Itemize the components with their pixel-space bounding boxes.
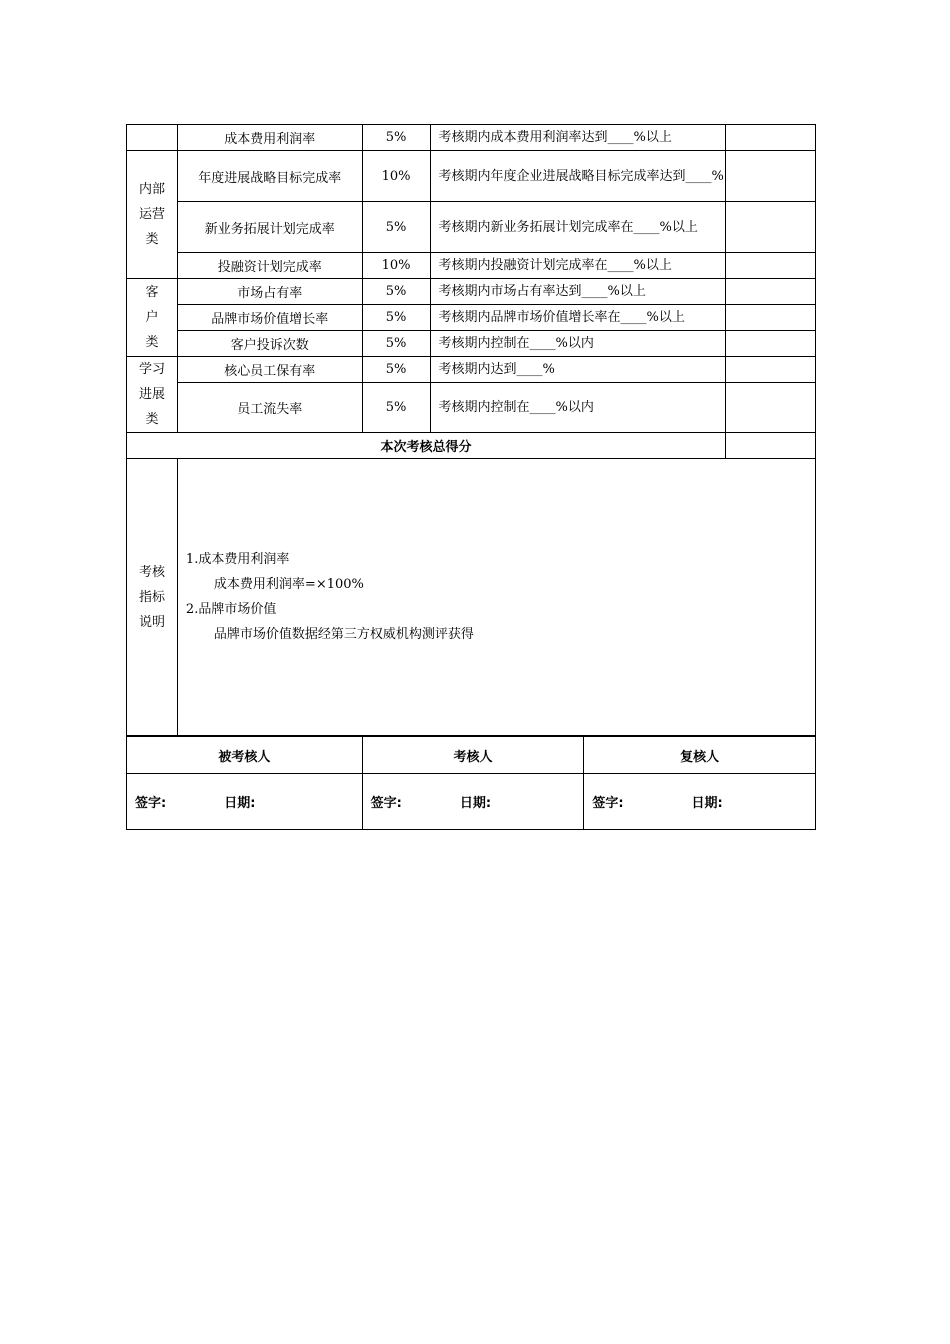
table-row	[127, 357, 816, 383]
note-line: 品牌市场价值数据经第三方权威机构测评获得	[213, 627, 474, 642]
metric-weight: 5%	[362, 125, 430, 151]
metric-weight: 5%	[362, 202, 430, 253]
table-row	[127, 331, 816, 357]
total-row	[127, 433, 816, 459]
metric-target: 考核期内年度企业进展战略目标完成率达到____%	[430, 151, 726, 202]
total-score-cell[interactable]	[726, 433, 816, 459]
metric-weight: 5%	[362, 357, 430, 383]
score-cell[interactable]	[726, 253, 816, 279]
sign-label: 签字:	[135, 796, 167, 811]
assessor-sign-cell[interactable]	[362, 774, 584, 830]
assessee-sign-cell[interactable]	[127, 774, 363, 830]
metric-target: 考核期内成本费用利润率达到____%以上	[430, 125, 726, 151]
metric-weight: 5%	[362, 279, 430, 305]
score-cell[interactable]	[726, 151, 816, 202]
table-row	[127, 253, 816, 279]
assessee-header: 被考核人	[127, 737, 363, 774]
category-customer: 客 户 类	[127, 279, 178, 357]
category-internal-operations: 内部 运营 类	[127, 151, 178, 279]
metric-name: 品牌市场价值增长率	[177, 305, 362, 331]
notes-content	[177, 459, 815, 736]
table-row	[127, 151, 816, 202]
metric-target: 考核期内控制在____%以内	[430, 383, 726, 433]
note-line: 1.成本费用利润率	[185, 552, 290, 567]
reviewer-sign-cell[interactable]	[584, 774, 816, 830]
metric-target: 考核期内投融资计划完成率在____%以上	[430, 253, 726, 279]
signature-header-row	[127, 737, 816, 774]
metric-target: 考核期内市场占有率达到____%以上	[430, 279, 726, 305]
notes-label: 考核 指标 说明	[127, 459, 178, 736]
signature-row	[127, 774, 816, 830]
assessment-table	[126, 124, 816, 736]
signature-table	[126, 736, 816, 830]
metric-name: 核心员工保有率	[177, 357, 362, 383]
date-label: 日期:	[459, 796, 492, 811]
note-line: 2.品牌市场价值	[185, 602, 277, 617]
table-row	[127, 202, 816, 253]
date-label: 日期:	[224, 796, 256, 811]
metric-name: 客户投诉次数	[177, 331, 362, 357]
notes-row	[127, 459, 816, 736]
assessor-header: 考核人	[362, 737, 584, 774]
score-cell[interactable]	[726, 357, 816, 383]
table-row	[127, 383, 816, 433]
note-line: 成本费用利润率=×100%	[213, 577, 364, 592]
metric-weight: 10%	[362, 151, 430, 202]
metric-target: 考核期内控制在____%以内	[430, 331, 726, 357]
metric-name: 员工流失率	[177, 383, 362, 433]
metric-name: 投融资计划完成率	[177, 253, 362, 279]
metric-target: 考核期内新业务拓展计划完成率在____%以上	[430, 202, 726, 253]
sign-label: 签字:	[592, 796, 624, 811]
metric-target: 考核期内达到____%	[430, 357, 726, 383]
metric-weight: 10%	[362, 253, 430, 279]
metric-weight: 5%	[362, 331, 430, 357]
metric-name: 年度进展战略目标完成率	[177, 151, 362, 202]
metric-name: 新业务拓展计划完成率	[177, 202, 362, 253]
metric-target: 考核期内品牌市场价值增长率在____%以上	[430, 305, 726, 331]
sign-label: 签字:	[370, 796, 402, 811]
metric-name: 市场占有率	[177, 279, 362, 305]
score-cell[interactable]	[726, 305, 816, 331]
score-cell[interactable]	[726, 331, 816, 357]
score-cell[interactable]	[726, 202, 816, 253]
metric-name: 成本费用利润率	[177, 125, 362, 151]
table-row	[127, 125, 816, 151]
table-row	[127, 279, 816, 305]
date-label: 日期:	[691, 796, 723, 811]
category-learning-growth: 学习 进展 类	[127, 357, 178, 433]
score-cell[interactable]	[726, 383, 816, 433]
table-row	[127, 305, 816, 331]
metric-weight: 5%	[362, 383, 430, 433]
total-score-label: 本次考核总得分	[127, 433, 726, 459]
category-cell-empty	[127, 125, 178, 151]
reviewer-header: 复核人	[584, 737, 816, 774]
metric-weight: 5%	[362, 305, 430, 331]
score-cell[interactable]	[726, 125, 816, 151]
score-cell[interactable]	[726, 279, 816, 305]
